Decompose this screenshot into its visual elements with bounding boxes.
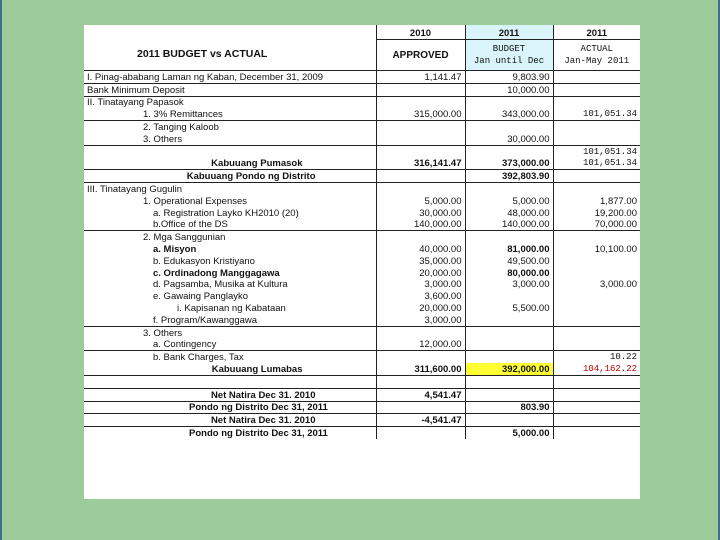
budget-value: 803.90 [465, 401, 553, 414]
row-label: Bank Minimum Deposit [84, 83, 376, 96]
table-row [84, 133, 640, 145]
row-label: 1. Operational Expenses [84, 195, 376, 207]
approved-value: 30,000.00 [376, 207, 465, 219]
row-label: Net Natira Dec 31. 2010 [84, 414, 376, 427]
row-label: e. Gawaing Panglayko [84, 290, 376, 302]
budget-value: 140,000.00 [465, 219, 553, 231]
row-label: I. Pinag-ababang Laman ng Kaban, December 31, 2009 [84, 71, 376, 84]
budget-value [465, 375, 553, 388]
approved-value: 4,541.47 [376, 388, 465, 401]
table-row [84, 375, 640, 388]
actual-value [553, 290, 640, 302]
table-row [84, 183, 640, 195]
budget-value [465, 96, 553, 108]
table-row [84, 427, 640, 439]
actual-value [553, 133, 640, 145]
actual-value [553, 326, 640, 338]
budget-sheet [84, 25, 640, 499]
table-row [84, 388, 640, 401]
table-row [84, 302, 640, 314]
table-row [84, 290, 640, 302]
approved-value [376, 133, 465, 145]
budget-value [465, 314, 553, 326]
actual-value [553, 96, 640, 108]
row-label: III. Tinatayang Gugulin [84, 183, 376, 195]
table-row [84, 121, 640, 133]
approved-value [376, 121, 465, 133]
table-row [84, 326, 640, 338]
budget-value: 392,803.90 [465, 170, 553, 183]
table-row [84, 351, 640, 363]
budget-value: 49,500.00 [465, 255, 553, 267]
row-label: Kabuuang Lumabas [84, 363, 376, 375]
budget-value: 392,000.00 [465, 363, 553, 375]
budget-value: 5,000.00 [465, 427, 553, 439]
budget-table [84, 25, 640, 439]
actual-value [553, 121, 640, 133]
approved-value: 5,000.00 [376, 195, 465, 207]
table-row [84, 158, 640, 170]
actual-value [553, 183, 640, 195]
actual-value: 10,100.00 [594, 243, 637, 255]
budget-value [465, 290, 553, 302]
budget-value: 10,000.00 [465, 83, 553, 96]
row-label: b. Bank Charges, Tax [84, 351, 376, 363]
row-label: Net Natira Dec 31. 2010 [84, 388, 376, 401]
actual-value [553, 231, 640, 243]
budget-value [465, 351, 553, 363]
approved-value [376, 401, 465, 414]
actual-value [553, 170, 640, 183]
actual-value [553, 314, 640, 326]
budget-value: 373,000.00 [465, 158, 553, 170]
approved-value: 3,600.00 [376, 290, 465, 302]
table-row [84, 71, 640, 84]
actual-value [553, 414, 640, 427]
budget-value [465, 121, 553, 133]
approved-value: 311,600.00 [376, 363, 465, 375]
table-row [84, 255, 640, 267]
left-edge [0, 0, 2, 540]
approved-header: APPROVED [376, 40, 465, 71]
approved-value: 316,141.47 [376, 158, 465, 170]
row-label: a. Misyon [84, 243, 376, 255]
budget-value [465, 183, 553, 195]
row-label: a. Registration Layko KH2010 (20) [84, 207, 376, 219]
table-row [84, 401, 640, 414]
actual-value [553, 83, 640, 96]
approved-value [376, 427, 465, 439]
budget-subheader: Jan until Dec [473, 56, 545, 66]
row-label: Pondo ng Distrito Dec 31, 2011 [84, 401, 376, 414]
table-row [84, 339, 640, 351]
approved-value [376, 231, 465, 243]
approved-value: 40,000.00 [376, 243, 465, 255]
approved-value [376, 326, 465, 338]
table-row [84, 108, 640, 120]
table-row [84, 363, 640, 375]
approved-value [376, 83, 465, 96]
budget-value [465, 414, 553, 427]
actual-value [553, 401, 640, 414]
budget-value: 81,000.00 [465, 243, 553, 255]
budget-value [465, 339, 553, 351]
approved-value: 315,000.00 [376, 108, 465, 120]
approved-value: 140,000.00 [376, 219, 465, 231]
approved-value: 1,141.47 [376, 71, 465, 84]
actual-subheader: Jan-May 2011 [564, 56, 630, 66]
row-label: b. Edukasyon Kristiyano [84, 255, 376, 267]
approved-value: 12,000.00 [376, 339, 465, 351]
actual-value: 70,000.00 [553, 219, 640, 231]
actual-value: 101,051.34 [553, 158, 640, 170]
approved-value [376, 170, 465, 183]
actual-value: 1,877.00 [600, 195, 637, 207]
actual-value [553, 71, 640, 84]
budget-value: 3,000.00 [465, 279, 553, 291]
actual-value [553, 388, 640, 401]
budget-value: 5,500.00 [465, 302, 553, 314]
approved-value [376, 183, 465, 195]
actual-value [553, 302, 640, 314]
budget-value [465, 145, 553, 157]
header-year-row [84, 25, 640, 40]
budget-value [465, 326, 553, 338]
row-label: b.Office of the DS [84, 219, 376, 231]
table-row [84, 279, 640, 291]
table-row [84, 243, 640, 255]
row-label: f. Program/Kawanggawa [84, 314, 376, 326]
year-2011-budget: 2011 [465, 25, 553, 40]
row-label: i. Kapisanan ng Kabataan [84, 302, 376, 314]
row-label: 2. Tanging Kaloob [84, 121, 376, 133]
row-label: d. Pagsamba, Musika at Kultura [84, 279, 376, 291]
table-row [84, 207, 640, 219]
header-label-row [84, 40, 640, 71]
budget-value: 48,000.00 [465, 207, 553, 219]
table-row [84, 83, 640, 96]
actual-header: ACTUAL [580, 44, 613, 54]
row-label: II. Tinatayang Papasok [84, 96, 376, 108]
row-label: Kabuuang Pondo ng Distrito [84, 170, 376, 183]
approved-value: -4,541.47 [376, 414, 465, 427]
row-label: 3. Others [84, 326, 376, 338]
budget-value: 343,000.00 [465, 108, 553, 120]
row-label: a. Contingency [84, 339, 376, 351]
table-row [84, 267, 640, 279]
year-2011-actual: 2011 [553, 25, 640, 40]
table-row [84, 314, 640, 326]
approved-value: 20,000.00 [376, 302, 465, 314]
actual-value: 10.22 [609, 352, 637, 363]
row-label: c. Ordinadong Manggagawa [84, 267, 376, 279]
approved-value [376, 375, 465, 388]
year-2010: 2010 [376, 25, 465, 40]
row-label: 2. Mga Sanggunian [84, 231, 376, 243]
row-label [84, 375, 376, 388]
budget-value [465, 388, 553, 401]
report-title: 2011 BUDGET vs ACTUAL [137, 48, 268, 61]
table-row [84, 145, 640, 157]
actual-value: 104,162.22 [553, 363, 640, 375]
approved-value [376, 96, 465, 108]
actual-value [553, 339, 640, 351]
table-row [84, 96, 640, 108]
approved-value: 3,000.00 [376, 314, 465, 326]
actual-value [553, 427, 640, 439]
actual-value: 19,200.00 [594, 207, 637, 219]
table-row [84, 170, 640, 183]
table-row [84, 219, 640, 231]
actual-value: 3,000.00 [600, 279, 637, 291]
row-label: 1. 3% Remittances [84, 108, 376, 120]
actual-value [553, 267, 640, 279]
actual-value [553, 375, 640, 388]
table-row [84, 195, 640, 207]
approved-value: 3,000.00 [376, 279, 465, 291]
budget-value: 80,000.00 [465, 267, 553, 279]
actual-value: 101,051.34 [553, 108, 640, 120]
budget-header: BUDGET [492, 44, 526, 54]
approved-value [376, 351, 465, 363]
row-label: Kabuuang Pumasok [84, 158, 376, 170]
approved-value: 20,000.00 [376, 267, 465, 279]
approved-value: 35,000.00 [376, 255, 465, 267]
actual-value [553, 255, 640, 267]
budget-value: 9,803.90 [465, 71, 553, 84]
row-label [84, 145, 376, 157]
budget-value: 5,000.00 [465, 195, 553, 207]
table-row [84, 231, 640, 243]
approved-value [376, 145, 465, 157]
budget-value: 30,000.00 [465, 133, 553, 145]
table-row [84, 414, 640, 427]
row-label: 3. Others [84, 133, 376, 145]
actual-value: 101,051.34 [582, 146, 637, 157]
row-label: Pondo ng Distrito Dec 31, 2011 [84, 427, 376, 439]
budget-value [465, 231, 553, 243]
